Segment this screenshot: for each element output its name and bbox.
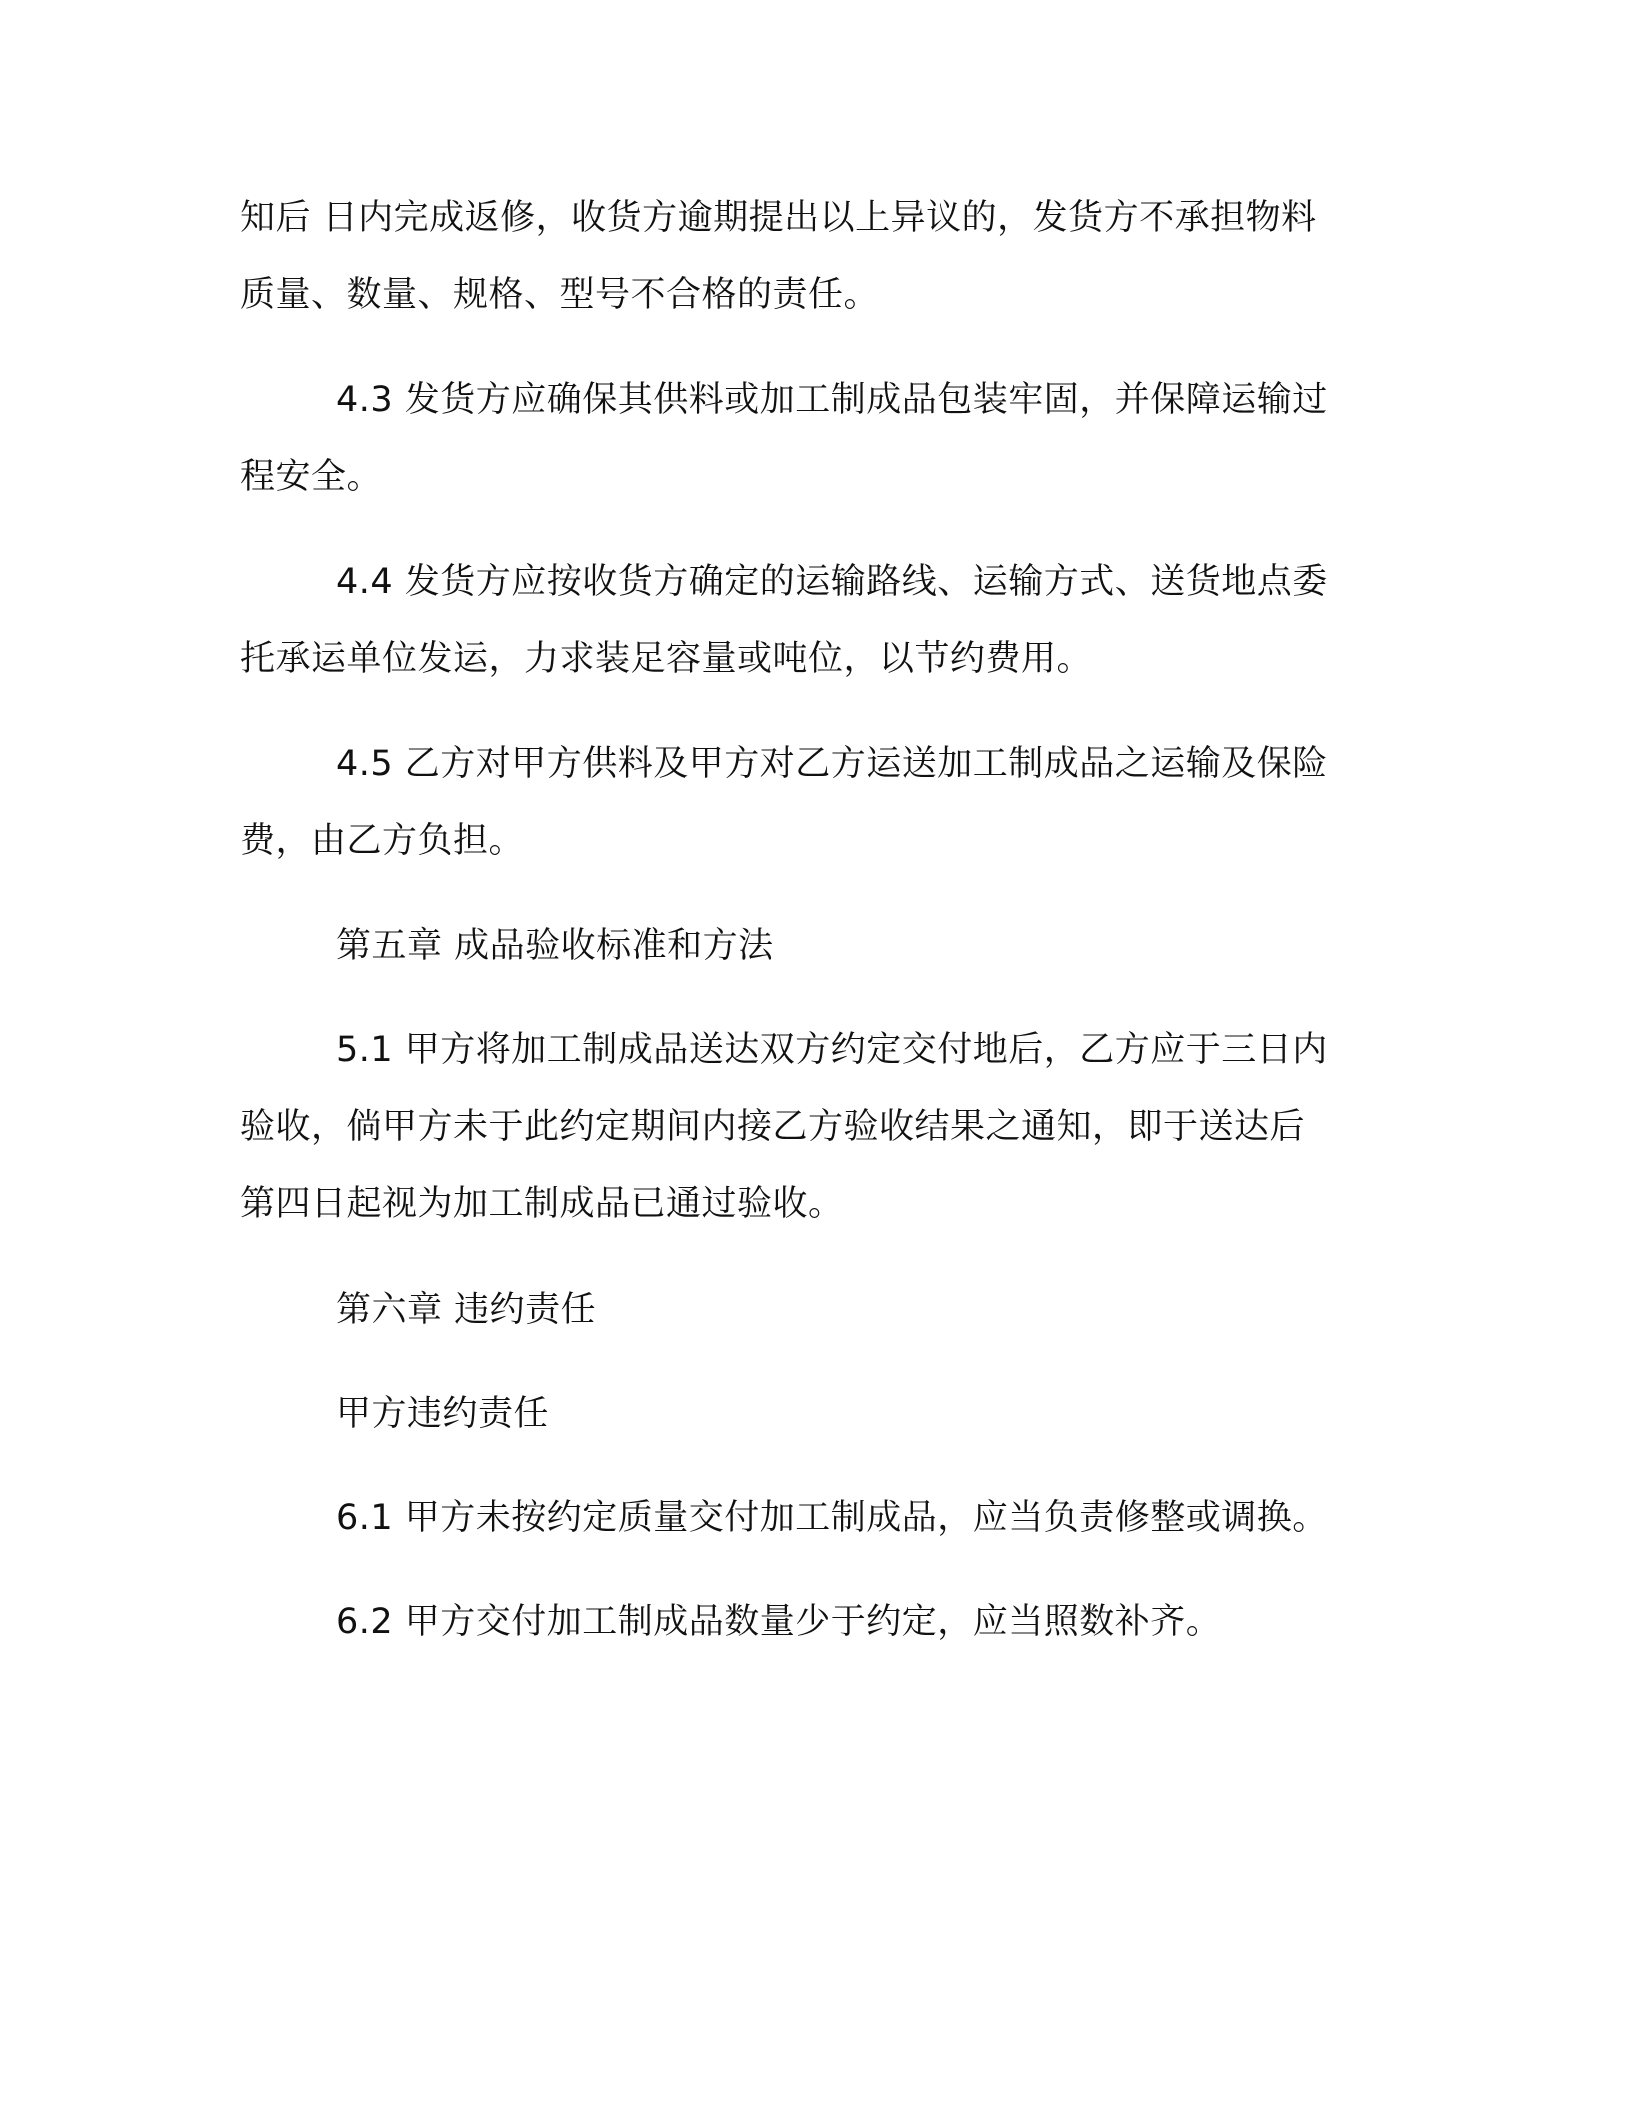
paragraph-6-1 [240,1480,1370,1557]
paragraph-5-1 [240,1012,1370,1243]
text-line: 知后 日内完成返修，收货方逾期提出以上异议的，发货方不承担物料 [240,198,1317,238]
party-a-breach-heading [240,1376,1370,1453]
text-line: 费，由乙方负担。 [240,821,525,861]
paragraph-4-5 [240,726,1370,880]
text-line: 6.1 甲方未按约定质量交付加工制成品，应当负责修整或调换。 [336,1498,1328,1538]
text-line: 第六章 违约责任 [336,1290,597,1330]
paragraph-4-3 [240,362,1370,516]
text-line: 验收，倘甲方未于此约定期间内接乙方验收结果之通知，即于送达后 [240,1107,1306,1147]
text-line: 第四日起视为加工制成品已通过验收。 [240,1184,844,1224]
text-line: 托承运单位发运，力求装足容量或吨位，以节约费用。 [240,639,1093,679]
paragraph-4-4 [240,544,1370,698]
text-line: 质量、数量、规格、型号不合格的责任。 [240,275,880,315]
text-line: 4.3 发货方应确保其供料或加工制成品包装牢固，并保障运输过 [336,380,1328,420]
text-line: 4.4 发货方应按收货方确定的运输路线、运输方式、送货地点委 [336,562,1328,602]
text-line: 4.5 乙方对甲方供料及甲方对乙方运送加工制成品之运输及保险 [336,744,1328,784]
paragraph-continuation [240,180,1370,334]
chapter-6-heading [240,1272,1370,1349]
text-line: 程安全。 [240,457,383,497]
text-line: 5.1 甲方将加工制成品送达双方约定交付地后，乙方应于三日内 [336,1030,1328,1070]
text-line: 第五章 成品验收标准和方法 [336,926,774,966]
paragraph-6-2 [240,1584,1370,1661]
text-line: 甲方违约责任 [336,1394,550,1434]
chapter-5-heading [240,908,1370,985]
text-line: 6.2 甲方交付加工制成品数量少于约定，应当照数补齐。 [336,1602,1222,1642]
